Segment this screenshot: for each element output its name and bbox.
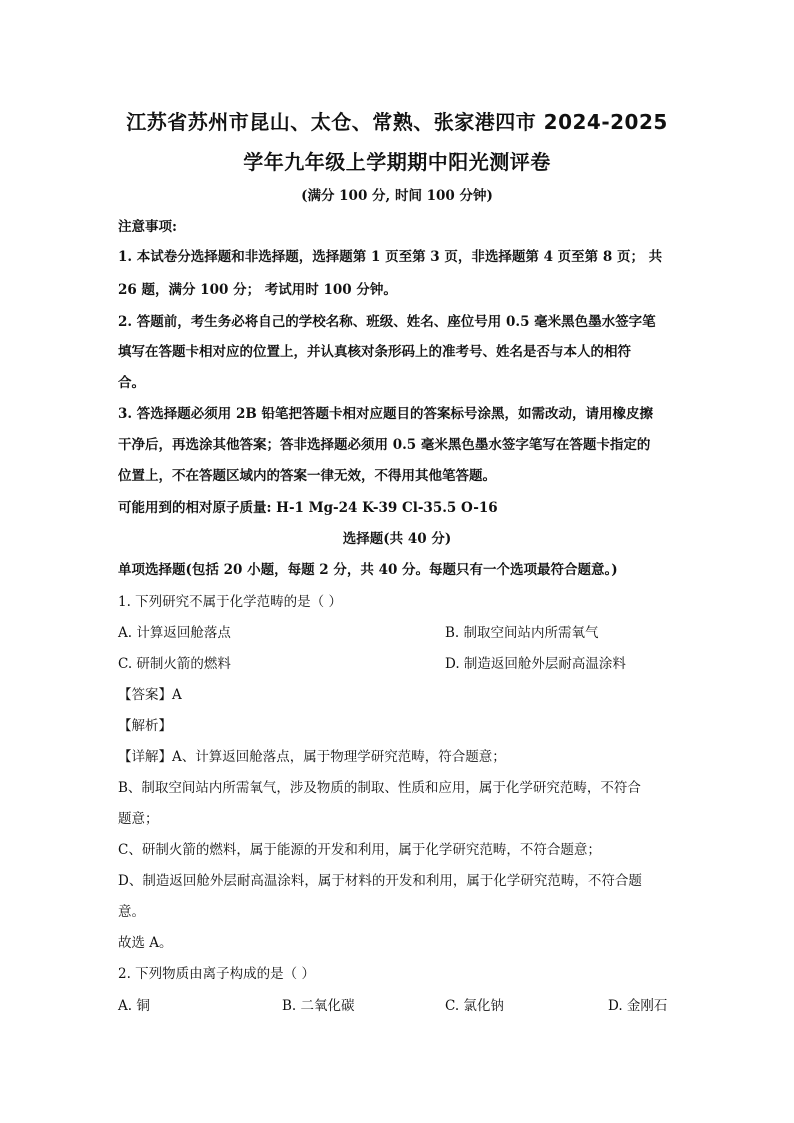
atomic-masses: 可能用到的相对原子质量: H-1 Mg-24 K-39 Cl-35.5 O-16 <box>118 500 498 516</box>
question-2-option-b: B. 二氧化碳 <box>282 998 355 1014</box>
question-1-detail-line: 意。 <box>118 904 145 920</box>
question-2-stem: 2. 下列物质由离子构成的是（ ） <box>118 966 315 982</box>
question-2-option-a: A. 铜 <box>118 998 150 1014</box>
question-1-detail-line: B、制取空间站内所需氧气，涉及物质的制取、性质和应用，属于化学研究范畴，不符合 <box>118 780 641 796</box>
exam-title-line-1: 江苏省苏州市昆山、太仓、常熟、张家港四市 2024-2025 <box>126 110 668 134</box>
notice-line: 2. 答题前，考生务必将自己的学校名称、班级、姓名、座位号用 0.5 毫米黑色墨水签字笔 <box>118 314 656 330</box>
question-1-detail-line: D、制造返回舱外层耐高温涂料，属于材料的开发和利用，属于化学研究范畴，不符合题 <box>118 873 642 889</box>
question-1-answer: 【答案】A <box>118 687 182 703</box>
question-1-option-c: C. 研制火箭的燃料 <box>118 656 231 672</box>
notice-line: 合。 <box>118 375 145 391</box>
notice-line: 3. 答选择题必须用 2B 铅笔把答题卡相对应题目的答案标号涂黑，如需改动，请用橡皮擦 <box>118 406 653 422</box>
question-1-detail-line: 题意； <box>118 811 159 827</box>
question-1-detail-line: 【详解】A、计算返回舱落点，属于物理学研究范畴，符合题意； <box>118 749 506 765</box>
exam-title-line-2: 学年九年级上学期期中阳光测评卷 <box>243 150 551 174</box>
exam-subtitle: (满分 100 分, 时间 100 分钟) <box>301 188 493 204</box>
section-title: 选择题(共 40 分) <box>342 531 452 547</box>
notice-line: 干净后，再选涂其他答案；答非选择题必须用 0.5 毫米黑色墨水签字笔写在答题卡指定的 <box>118 437 651 453</box>
question-1-analysis-label: 【解析】 <box>118 718 172 734</box>
question-1-option-a: A. 计算返回舱落点 <box>118 625 231 641</box>
question-1-option-d: D. 制造返回舱外层耐高温涂料 <box>445 656 626 672</box>
question-2-option-c: C. 氯化钠 <box>445 998 504 1014</box>
notice-line: 26 题，满分 100 分； 考试用时 100 分钟。 <box>118 282 397 298</box>
notice-line: 位置上，不在答题区域内的答案一律无效，不得用其他笔答题。 <box>118 468 496 484</box>
section-instruction: 单项选择题(包括 20 小题，每题 2 分，共 40 分。每题只有一个选项最符合题意。) <box>118 562 618 578</box>
notice-heading: 注意事项: <box>118 219 177 235</box>
notice-line: 1. 本试卷分选择题和非选择题，选择题第 1 页至第 3 页，非选择题第 4 页至第 8 页； 共 <box>118 249 663 265</box>
question-1-stem: 1. 下列研究不属于化学范畴的是（ ） <box>118 594 342 610</box>
question-1-option-b: B. 制取空间站内所需氧气 <box>445 625 599 641</box>
question-1-conclusion: 故选 A。 <box>118 935 173 951</box>
notice-line: 填写在答题卡相对应的位置上，并认真核对条形码上的准考号、姓名是否与本人的相符 <box>118 344 631 360</box>
question-1-detail-line: C、研制火箭的燃料，属于能源的开发和利用，属于化学研究范畴，不符合题意； <box>118 842 601 858</box>
question-2-option-d: D. 金刚石 <box>608 998 668 1014</box>
